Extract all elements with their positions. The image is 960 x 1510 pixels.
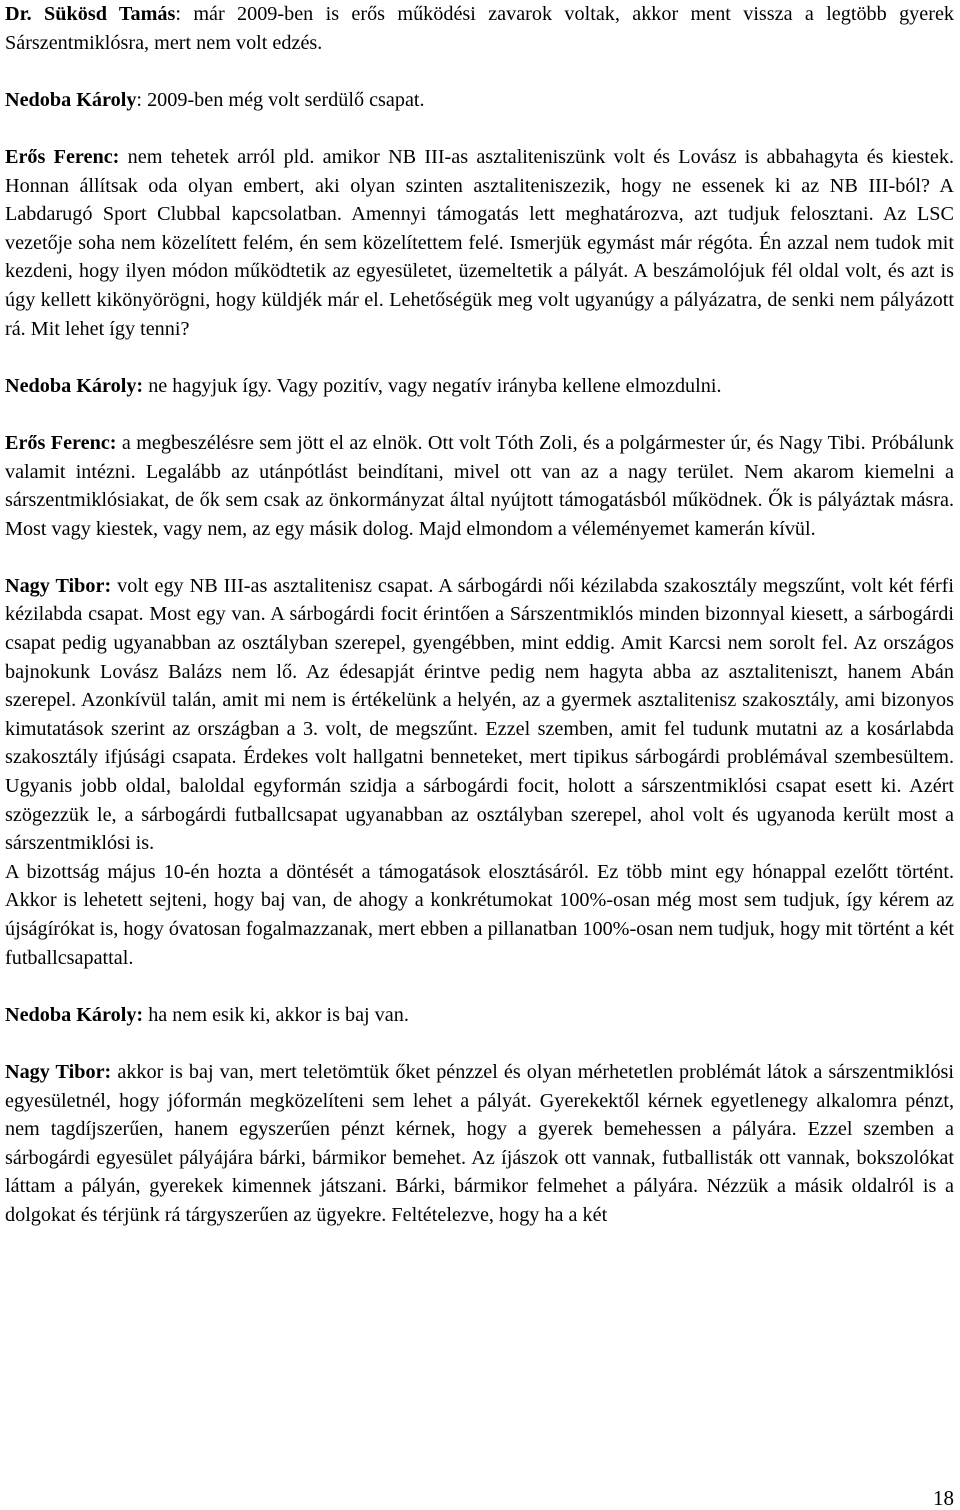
paragraph-text: ne hagyjuk így. Vagy pozitív, vagy negatív irányba kellene elmozdulni. <box>148 374 722 397</box>
paragraph <box>5 1058 954 1230</box>
paragraph-text: a megbeszélésre sem jött el az elnök. Ott volt Tóth Zoli, és a polgármester úr, és Nagy Tibi. Próbálunk valamit intézni. Legalább az utánpótlást beindítani, mivel ott van az a nagy terület. Nem akarom kiemelni a sárszentmiklósiakat, de ők sem csak az önkormányzat által nyújtott támogatásból működnek. Ők is pályáztak másra. Most vagy kiestek, vagy nem, az egy másik dolog. Majd elmondom a véleményemet kamerán kívül. <box>5 431 954 540</box>
paragraph-text: volt egy NB III-as asztalitenisz csapat. A sárbogárdi női kézilabda szakosztály megszűnt, volt két férfi kézilabda csapat. Most egy van. A sárbogárdi focit érintően a Sárszentmiklós minden bizonnyal kiesett, a sárbogárdi csapat pedig ugyanabban az osztályban szerepel, gyengébben, mint eddig. Amit Karcsi nem sorolt fel. Az országos bajnokunk Lovász Balázs nem lő. Az édesapját érintve pedig nem hagyta abba az asztaliteniszt, hanem Abán szerepel. Azonkívül talán, amit mi nem is értékelünk a helyén, az a gyermek asztalitenisz szakosztály, ami bizonyos kimutatások szerint az országban a 3. volt, de megszűnt. Ezzel szemben, amit fel tudunk mutatni az a kosárlabda szakosztály ifjúsági csapata. Érdekes volt hallgatni benneteket, mert tipikus sárbogárdi problémával szembesültem. Ugyanis jobb oldal, baloldal egyformán szidja a sárbogárdi focit, holott a sárszentmiklósi csapat esett ki. Azért szögezzük le, a sárbogárdi futballcsapat ugyanabban az osztályban szerepel, ahol volt és ugyanoda került most a sárszentmiklósi is. <box>5 574 954 855</box>
paragraph <box>5 86 954 115</box>
paragraph <box>5 0 954 57</box>
speaker-name: Nagy Tibor: <box>5 1060 112 1083</box>
paragraph <box>5 143 954 343</box>
document-page <box>5 0 954 1230</box>
speaker-name: Erős Ferenc: <box>5 431 117 454</box>
paragraph <box>5 429 954 543</box>
paragraph-text: 2009-ben még volt serdülő csapat. <box>147 88 425 111</box>
paragraph-text: már 2009-ben is erős működési zavarok voltak, akkor ment vissza a legtöbb gyerek Sárszentmiklósra, mert nem volt edzés. <box>5 3 954 54</box>
paragraph-text: A bizottság május 10-én hozta a döntését a támogatások elosztásáról. Ez több mint egy hónappal ezelőtt történt. Akkor is lehetett sejteni, hogy baj van, de ahogy a konkrétumokat 100%-osan még most sem tudjuk, így kérem az újságírókat is, hogy óvatosan fogalmazzanak, mert ebben a pillanatban 100%-osan nem tudjuk, hogy mit történt a két futballcsapattal. <box>5 860 954 969</box>
speaker-separator: : <box>136 88 148 111</box>
paragraph <box>5 372 954 401</box>
paragraph-text: akkor is baj van, mert teletömtük őket pénzzel és olyan mérhetetlen problémát látok a sárszentmiklósi egyesületnél, hogy jóformán megközelíteni sem lehet a pályát. Gyerekektől kérnek egyetlenegy alkalomra pénzt, nem tagdíjszerűen, hanem egyszerűen pénzt kérnek, hogy a gyerek bemehessen a pályára. Ezzel szemben a sárbogárdi egyesület pályájára bárki, bármikor bemehet. Az íjászok ott vannak, futballisták ott vannak, bokszolókat láttam a pályán, gyerekek kimennek játszani. Bárki, bármikor felmehet a pályára. Nézzük a másik oldalról is a dolgokat és térjünk rá tárgyszerűen az ügyekre. Feltételezve, hogy ha a két <box>5 1060 955 1226</box>
paragraph <box>5 1001 954 1030</box>
speaker-separator <box>119 146 127 168</box>
paragraph-text: ha nem esik ki, akkor is baj van. <box>148 1003 409 1026</box>
speaker-name: Nedoba Károly: <box>5 374 144 397</box>
paragraph <box>5 858 954 972</box>
speaker-name: Dr. Sükösd Tamás <box>5 3 176 25</box>
page-number: 18 <box>933 1486 954 1510</box>
speaker-name: Nedoba Károly <box>5 88 137 111</box>
speaker-name: Nagy Tibor: <box>5 574 112 597</box>
paragraph <box>5 572 954 858</box>
paragraph-text: nem tehetek arról pld. amikor NB III-as asztaliteniszünk volt és Lovász is abbahagyta és kiestek. Honnan állítsak oda olyan embert, aki olyan szinten asztaliteniszezik, hogy ne essenek ki az NB III-ból? A Labdarugó Sport Clubbal kapcsolatban. Amennyi támogatás lett meghatározva, azt tudjuk felosztani. Az LSC vezetője soha nem közelített felém, én sem közelítettem felé. Ismerjük egymást már régóta. Én azzal nem tudok mit kezdeni, hogy ilyen módon működtetik az egyesületet, üzemeltetik a pályát. A beszámolójuk fél oldal volt, és azt is úgy kellett kikönyörögni, hogy küldjék már el. Lehetőségük meg volt ugyanúgy a pályázatra, de senki nem pályázott rá. Mit lehet így tenni? <box>5 145 954 340</box>
speaker-name: Erős Ferenc: <box>5 145 120 168</box>
speaker-name: Nedoba Károly: <box>5 1003 144 1026</box>
speaker-separator: : <box>175 3 194 25</box>
